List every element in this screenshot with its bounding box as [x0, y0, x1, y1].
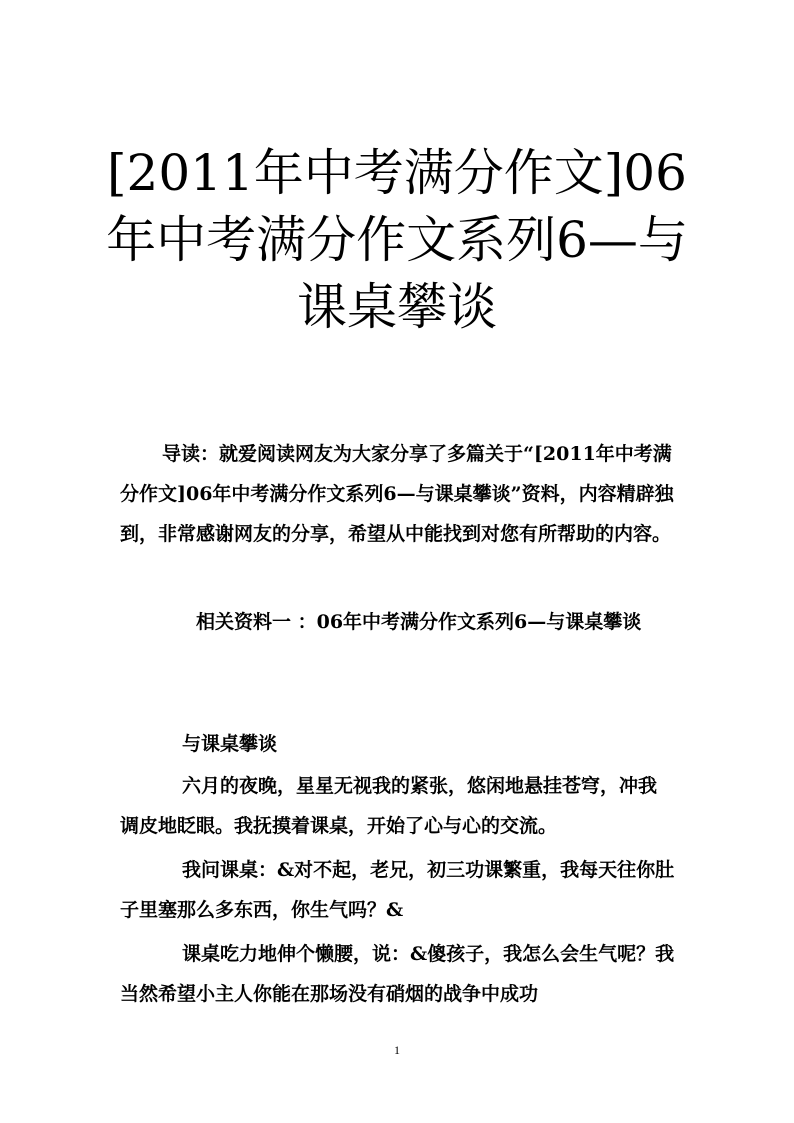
- essay-title: 与课桌攀谈: [182, 733, 278, 755]
- essay-paragraph: 课桌吃力地伸个懒腰，说：&傻孩子，我怎么会生气呢？我当然希望小主人你能在那场没有硝烟的战争中成功: [120, 943, 675, 1005]
- intro-paragraph: 导读：就爱阅读网友为大家分享了多篇关于“[2011年中考满分作文]06年中考满分作文系列6—与课桌攀谈”资料，内容精辟独到，非常感谢网友的分享，希望从中能找到对您有所帮助的内容。: [120, 443, 674, 545]
- essay-paragraph: 六月的夜晚，星星无视我的紧张，悠闲地悬挂苍穹，冲我调皮地眨眼。我抚摸着课桌，开始了心与心的交流。: [120, 775, 658, 837]
- document-title: [2011年中考满分作文]06年中考满分作文系列6—与课桌攀谈: [106, 144, 688, 336]
- page-number: 1: [394, 1043, 400, 1057]
- essay-paragraph: 我问课桌：&对不起，老兄，初三功课繁重，我每天往你肚子里塞那么多东西，你生气吗？&: [120, 859, 675, 921]
- related-heading: 相关资料一 ：06年中考满分作文系列6—与课桌攀谈: [196, 611, 642, 633]
